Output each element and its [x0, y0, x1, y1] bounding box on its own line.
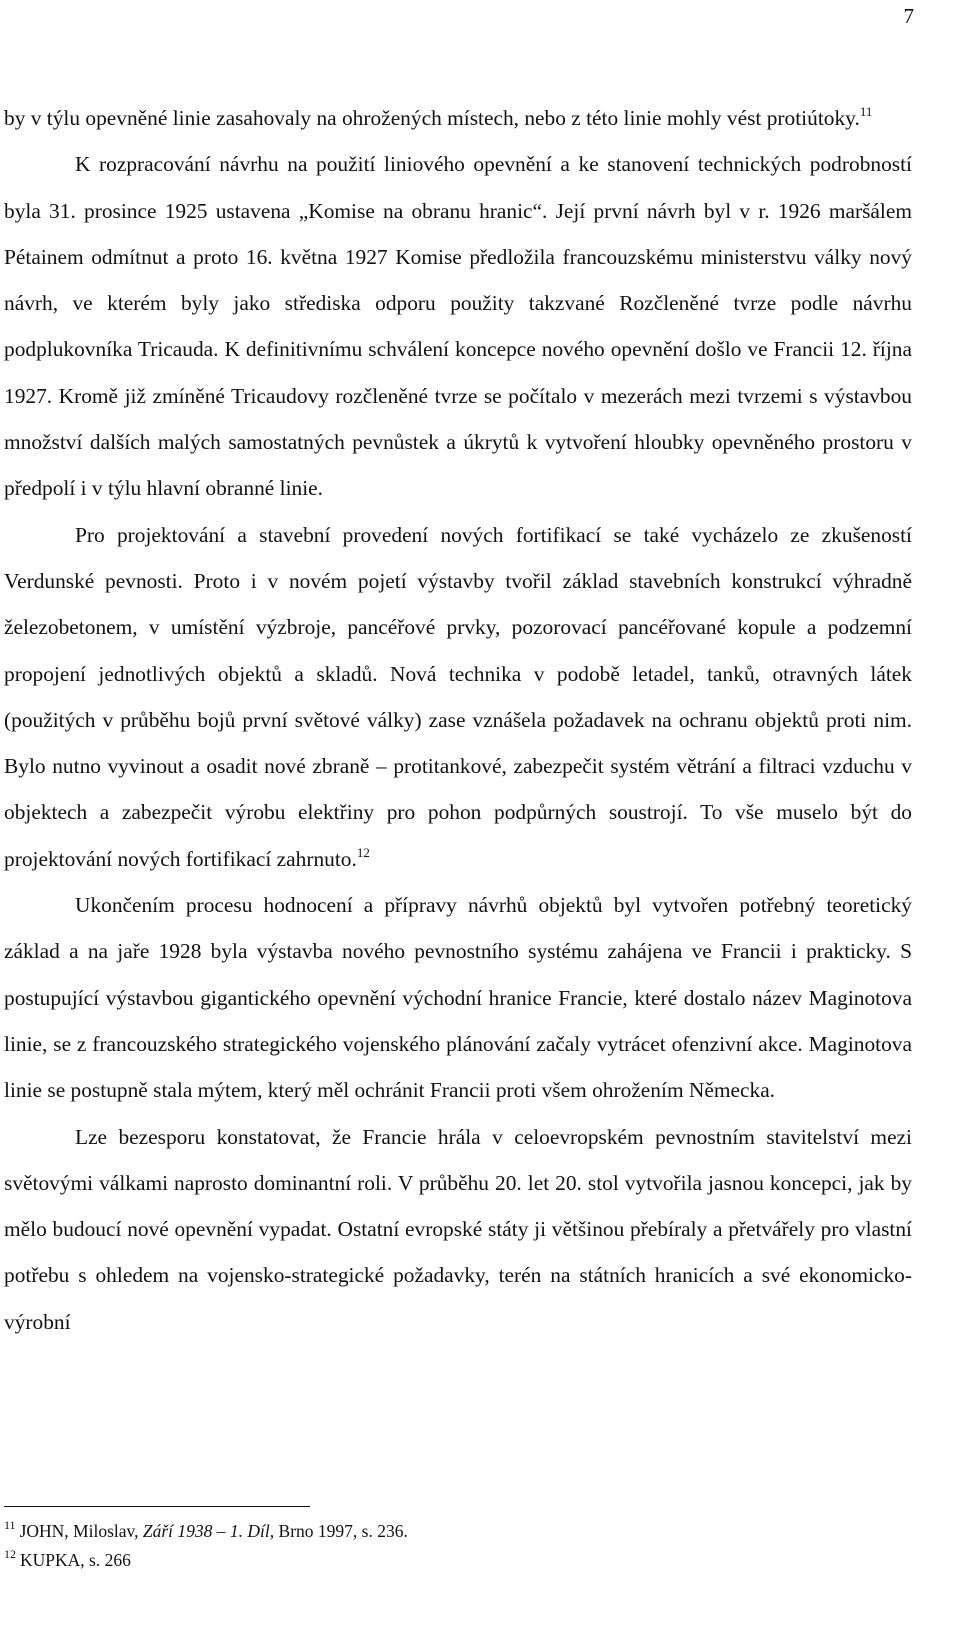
- paragraph: [4, 882, 912, 1113]
- text-run: Lze bezesporu konstatovat, že Francie hrála v celoevropském pevnostním stavitelství mezi světovými válkami naprosto dominantní roli. V průběhu 20. let 20. stol vytvořila jasnou koncepci, jak by mělo budoucí nové opevnění vypadat. Ostatní evropské státy ji většinou přebíraly a přetvářely pro vlastní potřebu s ohledem na vojensko-strategické požadavky, terén na státních hranicích a své ekonomicko-výrobní: [4, 1124, 912, 1334]
- text-run: , Brno 1997, s. 236.: [269, 1521, 408, 1541]
- text-run: KUPKA, s. 266: [20, 1550, 131, 1570]
- paragraph: [4, 95, 912, 141]
- footnote-number: 11: [4, 1518, 16, 1532]
- footnote-separator: [4, 1506, 310, 1507]
- page-number: 7: [903, 4, 914, 28]
- paragraph: [4, 512, 912, 882]
- footnote-reference: 11: [859, 104, 873, 119]
- text-run: Ukončením procesu hodnocení a přípravy návrhů objektů byl vytvořen potřebný teoretický základ a na jaře 1928 byla výstavba nového pevnostního systému zahájena ve Francii i prakticky. S postupující výstavbou gigantického opevnění východní hranice Francie, které dostalo název Maginotova linie, se z francouzského strategického vojenského plánování začaly vytrácet ofenzivní akce. Maginotova linie se postupně stala mýtem, který měl ochránit Francii proti všem ohrožením Německa.: [4, 893, 912, 1103]
- italic-text: Září 1938 – 1. Díl: [142, 1521, 270, 1541]
- footnote: [4, 1517, 912, 1546]
- footnote-reference: 12: [356, 844, 370, 860]
- text-run: K rozpracování návrhu na použití liniového opevnění a ke stanovení technických podrobností byla 31. prosince 1925 ustavena „Komise na obranu hranic“. Její první návrh byl v r. 1926 maršálem Pétainem odmítnut a proto 16. května 1927 Komise předložila francouzskému ministerstvu války nový návrh, ve kterém byly jako střediska odporu použity takzvané Rozčleněné tvrze podle návrhu podplukovníka Tricauda. K definitivnímu schválení koncepce nového opevnění došlo ve Francii 12. října 1927. Kromě již zmíněné Tricaudovy rozčleněné tvrze se počítalo v mezerách mezi tvrzemi s výstavbou množství dalších malých samostatných pevnůstek a úkrytů k vytvoření hloubky opevněného prostoru v předpolí i v týlu hlavní obranné linie.: [4, 152, 912, 501]
- text-run: by v týlu opevněné linie zasahovaly na ohrožených místech, nebo z této linie mohly vést protiútoky.: [4, 106, 860, 130]
- text-run: JOHN, Miloslav,: [19, 1521, 143, 1541]
- body-text: [4, 95, 912, 1345]
- paragraph: [4, 141, 912, 511]
- text-run: Pro projektování a stavební provedení nových fortifikací se také vycházelo ze zkušeností Verdunské pevnosti. Proto i v novém pojetí výstavby tvořil základ stavebních konstrukcí výhradně železobetonem, v umístění výzbroje, pancéřové prvky, pozorovací pancéřované kopule a podzemní propojení jednotlivých objektů a skladů. Nová technika v podobě letadel, tanků, otravných látek (použitých v průběhu bojů první světové války) zase vznášela požadavek na ochranu objektů proti nim. Bylo nutno vyvinout a osadit nové zbraně – protitankové, zabezpečit systém větrání a filtraci vzduchu v objektech a zabezpečit výrobu elektřiny pro pohon podpůrných soustrojí. To vše muselo být do projektování nových fortifikací zahrnuto.: [4, 522, 912, 871]
- footnotes: [4, 1517, 912, 1575]
- paragraph: [4, 1114, 912, 1345]
- footnote: [4, 1546, 912, 1575]
- footnote-number: 12: [4, 1547, 16, 1561]
